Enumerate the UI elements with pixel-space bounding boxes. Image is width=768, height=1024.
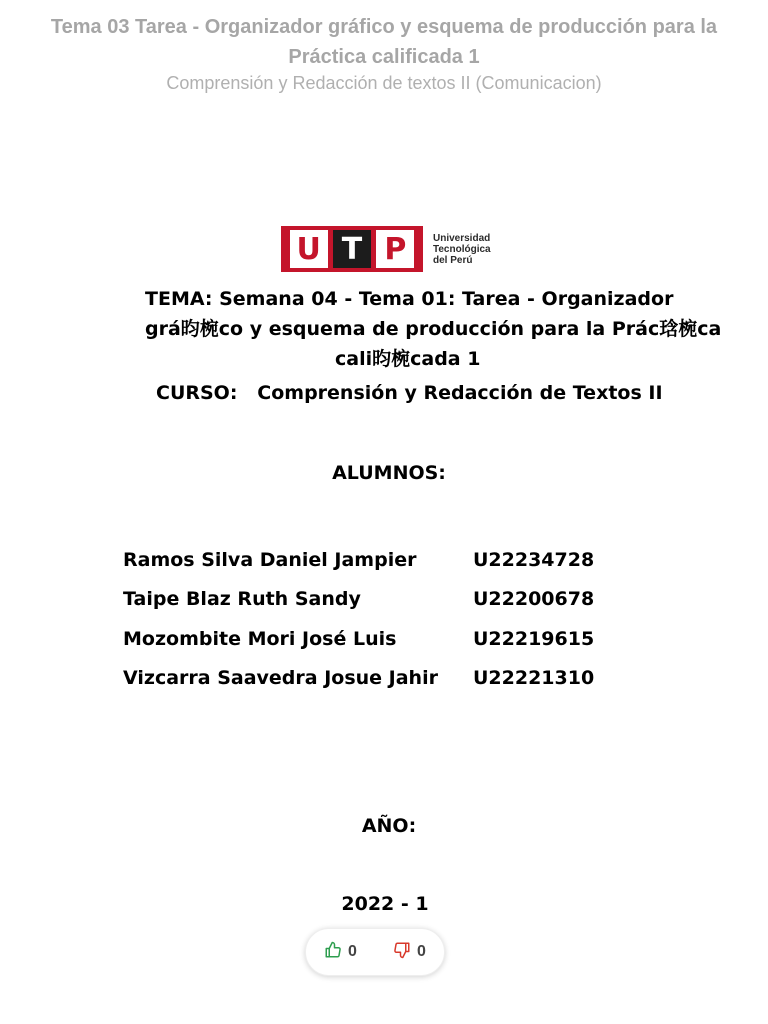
logo-text-line-2: Tecnológica [433, 243, 491, 255]
anio-value: 2022 - 1 [341, 893, 429, 915]
document-title[interactable]: Tema 03 Tarea - Organizador gráfico y esquema de producción para la Práctica calificada 1 [50, 16, 718, 68]
thumbs-down-icon [393, 941, 411, 964]
tema-line-3: cali昀椀cada 1 [335, 348, 481, 370]
student-row [123, 540, 643, 580]
tema-line-2: grá昀椀co y esquema de producción para la Prác琀椀ca [145, 318, 722, 340]
upvote-button[interactable] [324, 941, 357, 964]
student-row [123, 659, 643, 699]
downvote-button[interactable] [393, 941, 426, 964]
logo-text-line-3: del Perú [433, 254, 473, 266]
student-name: Vizcarra Saavedra Josue Jahir [123, 667, 438, 690]
tema-heading [145, 284, 735, 374]
upvote-count: 0 [348, 943, 357, 960]
curso-line: CURSO: Comprensión y Redacción de Textos II [156, 382, 663, 404]
student-row [123, 619, 643, 659]
utp-logo-box [281, 226, 423, 272]
student-code: U22221310 [473, 667, 595, 690]
student-row [123, 580, 643, 620]
page-header [0, 12, 768, 94]
student-name: Mozombite Mori José Luis [123, 627, 397, 650]
anio-label: AÑO: [361, 815, 417, 837]
student-name: Taipe Blaz Ruth Sandy [123, 588, 361, 611]
course-subtitle[interactable]: Comprensión y Redacción de textos II (Comunicacion) [166, 73, 602, 93]
vote-bar [305, 928, 445, 976]
thumbs-up-icon [324, 941, 342, 964]
student-name: Ramos Silva Daniel Jampier [123, 548, 417, 571]
alumnos-label: ALUMNOS: [332, 462, 446, 484]
logo-letter-p: P [376, 230, 414, 268]
logo-letter-t: T [333, 230, 371, 268]
students-list [123, 540, 643, 698]
student-code: U22200678 [473, 588, 595, 611]
student-code: U22219615 [473, 627, 595, 650]
downvote-count: 0 [417, 943, 426, 960]
logo-letter-u: U [290, 230, 328, 268]
logo-university-name [433, 233, 491, 266]
student-code: U22234728 [473, 548, 595, 571]
utp-logo [281, 226, 491, 272]
logo-text-line-1: Universidad [433, 232, 491, 244]
tema-line-1: TEMA: Semana 04 - Tema 01: Tarea - Organizador [145, 288, 674, 310]
